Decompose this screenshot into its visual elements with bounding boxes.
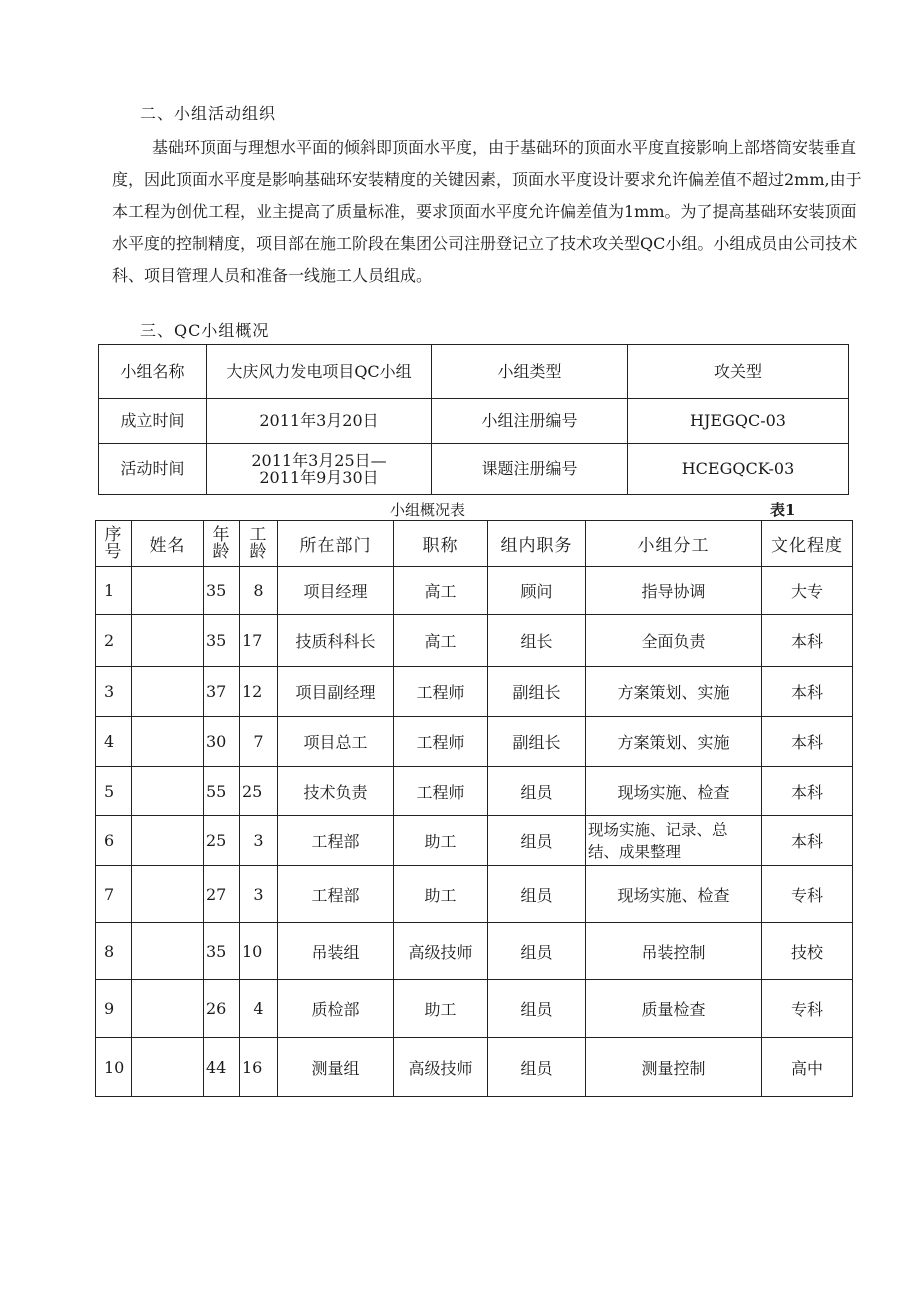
cell-age: 35	[204, 567, 240, 615]
header-duty: 小组分工	[586, 521, 762, 567]
activity-paragraph-text: 基础环顶面与理想水平面的倾斜即顶面水平度，由于基础环的顶面水平度直接影响上部塔筒安装垂直度，因此顶面水平度是影响基础环安装精度的关键因素，顶面水平度设计要求允许偏差值不超过2mm,由于本工程为创优工程，业主提高了质量标准，要求顶面水平度允许偏差值为1mm。为了提高基础环安装顶面水平度的控制精度，项目部在施工阶段在集团公司注册登记立了技术攻关型QC小组。小组成员由公司技术科、项目管理人员和准备一线施工人员组成。	[112, 138, 862, 285]
cell-duty: 质量检查	[586, 980, 762, 1038]
cell-years: 16	[240, 1038, 278, 1097]
member-row	[96, 923, 853, 980]
header-title: 职称	[394, 521, 488, 567]
cell-years: 8	[240, 567, 278, 615]
cell-seq: 9	[96, 980, 132, 1038]
cell-role: 副组长	[488, 667, 586, 717]
overview-label: 成立时间	[99, 399, 207, 444]
header-edu: 文化程度	[762, 521, 853, 567]
cell-edu: 本科	[762, 615, 853, 667]
cell-dept: 吊装组	[278, 923, 394, 980]
cell-duty: 现场实施、检查	[586, 866, 762, 923]
header-role: 组内职务	[488, 521, 586, 567]
overview-value: HJEGQC-03	[628, 399, 849, 444]
cell-seq: 3	[96, 667, 132, 717]
cell-role: 组员	[488, 767, 586, 816]
cell-seq: 1	[96, 567, 132, 615]
activity-period-start: 2011年3月25日—	[251, 451, 387, 470]
header-seq: 序 号	[96, 521, 132, 567]
cell-duty: 全面负责	[586, 615, 762, 667]
cell-name	[132, 923, 204, 980]
cell-age: 30	[204, 717, 240, 767]
cell-duty: 现场实施、检查	[586, 767, 762, 816]
overview-value	[207, 444, 432, 495]
cell-edu: 大专	[762, 567, 853, 615]
cell-role: 组员	[488, 1038, 586, 1097]
cell-age: 35	[204, 923, 240, 980]
cell-age: 25	[204, 816, 240, 866]
cell-name	[132, 980, 204, 1038]
cell-title: 高级技师	[394, 923, 488, 980]
cell-role: 组员	[488, 816, 586, 866]
cell-name	[132, 717, 204, 767]
cell-name	[132, 767, 204, 816]
member-row	[96, 980, 853, 1038]
cell-seq: 2	[96, 615, 132, 667]
cell-role: 组长	[488, 615, 586, 667]
member-row	[96, 1038, 853, 1097]
cell-seq: 6	[96, 816, 132, 866]
overview-row	[99, 444, 849, 495]
member-row	[96, 866, 853, 923]
cell-title: 高工	[394, 567, 488, 615]
cell-title: 工程师	[394, 667, 488, 717]
section-heading-activity: 二、小组活动组织	[140, 104, 277, 123]
cell-years: 3	[240, 866, 278, 923]
cell-seq: 8	[96, 923, 132, 980]
overview-table	[98, 344, 849, 495]
cell-age: 26	[204, 980, 240, 1038]
cell-edu: 技校	[762, 923, 853, 980]
overview-row	[99, 399, 849, 444]
cell-seq: 7	[96, 866, 132, 923]
cell-dept: 技术负责	[278, 767, 394, 816]
cell-title: 助工	[394, 866, 488, 923]
member-row	[96, 667, 853, 717]
activity-period-end: 2011年9月30日	[259, 468, 379, 487]
cell-name	[132, 615, 204, 667]
cell-duty: 吊装控制	[586, 923, 762, 980]
cell-years: 7	[240, 717, 278, 767]
cell-seq: 10	[96, 1038, 132, 1097]
cell-dept: 技质科科长	[278, 615, 394, 667]
cell-dept: 测量组	[278, 1038, 394, 1097]
cell-title: 工程师	[394, 767, 488, 816]
cell-dept: 工程部	[278, 866, 394, 923]
cell-dept: 项目总工	[278, 717, 394, 767]
cell-role: 组员	[488, 923, 586, 980]
overview-label: 小组类型	[432, 345, 628, 399]
cell-dept: 工程部	[278, 816, 394, 866]
cell-duty: 方案策划、实施	[586, 667, 762, 717]
cell-edu: 本科	[762, 816, 853, 866]
overview-value: 攻关型	[628, 345, 849, 399]
cell-age: 55	[204, 767, 240, 816]
cell-seq: 4	[96, 717, 132, 767]
header-dept: 所在部门	[278, 521, 394, 567]
activity-paragraph	[112, 132, 872, 292]
cell-edu: 专科	[762, 866, 853, 923]
cell-seq: 5	[96, 767, 132, 816]
cell-name	[132, 816, 204, 866]
header-years: 工 龄	[240, 521, 278, 567]
member-row	[96, 567, 853, 615]
overview-value: HCEGQCK-03	[628, 444, 849, 495]
cell-years: 25	[240, 767, 278, 816]
cell-edu: 本科	[762, 767, 853, 816]
member-row	[96, 615, 853, 667]
cell-edu: 高中	[762, 1038, 853, 1097]
cell-years: 12	[240, 667, 278, 717]
overview-value: 大庆风力发电项目QC小组	[207, 345, 432, 399]
member-table	[95, 520, 853, 1097]
cell-years: 17	[240, 615, 278, 667]
overview-label: 小组注册编号	[432, 399, 628, 444]
section-heading-overview: 三、QC小组概况	[140, 321, 270, 340]
cell-name	[132, 1038, 204, 1097]
overview-row	[99, 345, 849, 399]
cell-years: 10	[240, 923, 278, 980]
overview-label: 活动时间	[99, 444, 207, 495]
cell-dept: 项目副经理	[278, 667, 394, 717]
cell-title: 助工	[394, 816, 488, 866]
cell-name	[132, 567, 204, 615]
cell-age: 35	[204, 615, 240, 667]
overview-label: 课题注册编号	[432, 444, 628, 495]
cell-dept: 项目经理	[278, 567, 394, 615]
cell-title: 高级技师	[394, 1038, 488, 1097]
cell-name	[132, 866, 204, 923]
cell-role: 副组长	[488, 717, 586, 767]
member-row	[96, 767, 853, 816]
cell-role: 组员	[488, 866, 586, 923]
cell-title: 工程师	[394, 717, 488, 767]
cell-duty: 现场实施、记录、总 结、成果整理	[586, 816, 762, 866]
header-name: 姓名	[132, 521, 204, 567]
overview-label: 小组名称	[99, 345, 207, 399]
member-row	[96, 816, 853, 866]
cell-duty: 方案策划、实施	[586, 717, 762, 767]
cell-edu: 本科	[762, 717, 853, 767]
table-number: 表1	[770, 501, 796, 519]
overview-value: 2011年3月20日	[207, 399, 432, 444]
cell-age: 37	[204, 667, 240, 717]
cell-edu: 本科	[762, 667, 853, 717]
header-age: 年 龄	[204, 521, 240, 567]
cell-age: 27	[204, 866, 240, 923]
cell-title: 高工	[394, 615, 488, 667]
cell-duty: 测量控制	[586, 1038, 762, 1097]
member-row	[96, 717, 853, 767]
cell-years: 3	[240, 816, 278, 866]
cell-role: 顾问	[488, 567, 586, 615]
cell-dept: 质检部	[278, 980, 394, 1038]
cell-role: 组员	[488, 980, 586, 1038]
cell-duty: 指导协调	[586, 567, 762, 615]
cell-name	[132, 667, 204, 717]
cell-edu: 专科	[762, 980, 853, 1038]
table-caption: 小组概况表	[390, 501, 466, 519]
cell-age: 44	[204, 1038, 240, 1097]
member-header-row	[96, 521, 853, 567]
cell-years: 4	[240, 980, 278, 1038]
cell-title: 助工	[394, 980, 488, 1038]
